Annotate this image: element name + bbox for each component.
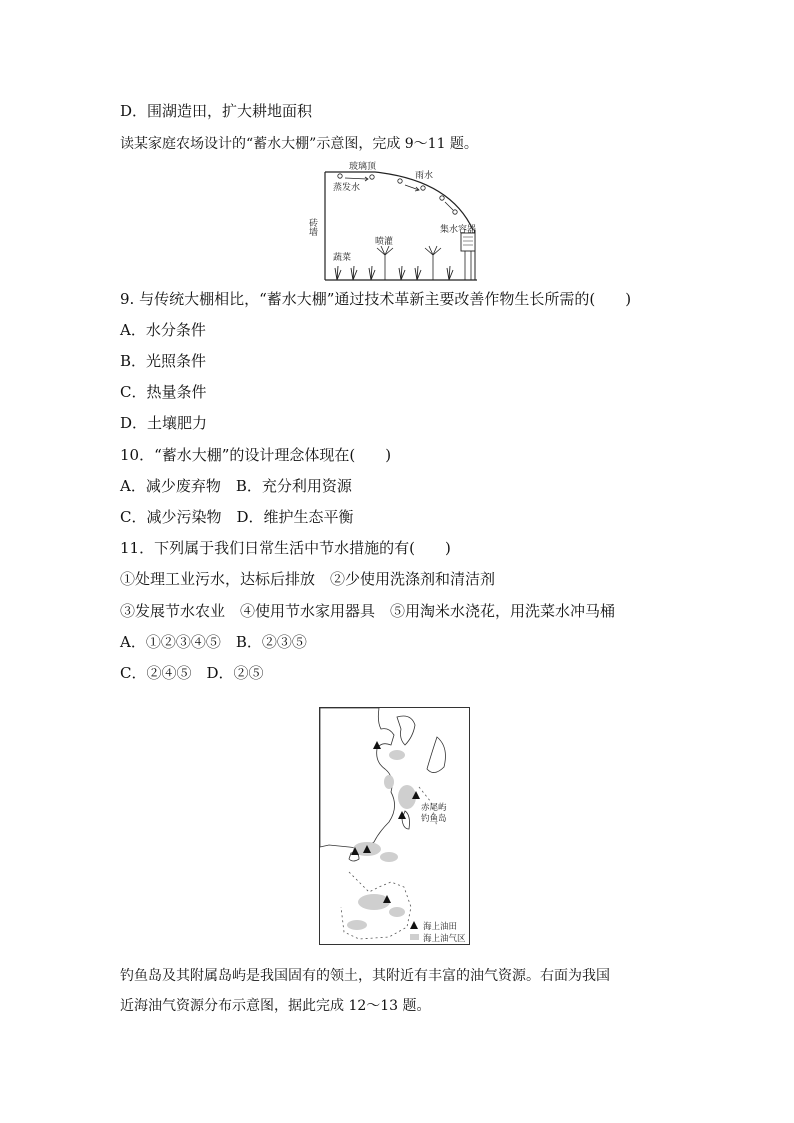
label-roof: 玻璃顶 (349, 162, 377, 172)
q10-options-ab: A．减少废弃物 B．充分利用资源 (120, 477, 352, 495)
q10-options-cd: C．减少污染物 D．维护生态平衡 (120, 508, 354, 526)
legend-oilfield: 海上油田 (423, 922, 458, 932)
label-tank: 集水容器 (440, 225, 477, 235)
offshore-oil-map (319, 707, 471, 947)
option-d-prev: D．围湖造田，扩大耕地面积 (120, 102, 313, 120)
question-9: 9. 与传统大棚相比，“蓄水大棚”通过技术革新主要改善作物生长所需的( ) (120, 290, 632, 308)
q11-statements-2: ③发展节水农业 ④使用节水家用器具 ⑤用淘米水浇花，用洗菜水冲马桶 (120, 602, 616, 620)
q9-option-b: B．光照条件 (120, 352, 207, 370)
passage-line-1: 钓鱼岛及其附属岛屿是我国固有的领土，其附近有丰富的油气资源。右面为我国 (120, 968, 610, 984)
q11-options-cd: C．②④⑤ D．②⑤ (120, 664, 264, 682)
q11-statements-1: ①处理工业污水，达标后排放 ②少使用洗涤剂和清洁剂 (120, 570, 496, 588)
label-evaporation: 蒸发水 (333, 183, 361, 193)
greenhouse-diagram (305, 160, 490, 285)
q9-option-a: A．水分条件 (120, 321, 206, 339)
label-vegetables: 蔬菜 (333, 253, 352, 263)
label-rain: 雨水 (415, 171, 434, 181)
label-islands: 赤尾屿钓鱼岛 (421, 803, 447, 824)
question-10: 10．“蓄水大棚”的设计理念体现在( ) (120, 446, 392, 464)
label-wall: 砖墙 (307, 218, 317, 236)
q11-options-ab: A．①②③④⑤ B．②③⑤ (120, 633, 307, 651)
label-sprinkler: 喷灌 (375, 237, 394, 247)
passage-line-2: 近海油气资源分布示意图，据此完成 12～13 题。 (120, 998, 431, 1014)
legend-oilgas: 海上油气区 (423, 934, 466, 944)
question-11: 11．下列属于我们日常生活中节水措施的有( ) (120, 539, 451, 557)
q9-option-c: C．热量条件 (120, 383, 207, 401)
intro-9-11: 读某家庭农场设计的“蓄水大棚”示意图，完成 9～11 题。 (120, 136, 478, 152)
q9-option-d: D．土壤肥力 (120, 414, 208, 432)
